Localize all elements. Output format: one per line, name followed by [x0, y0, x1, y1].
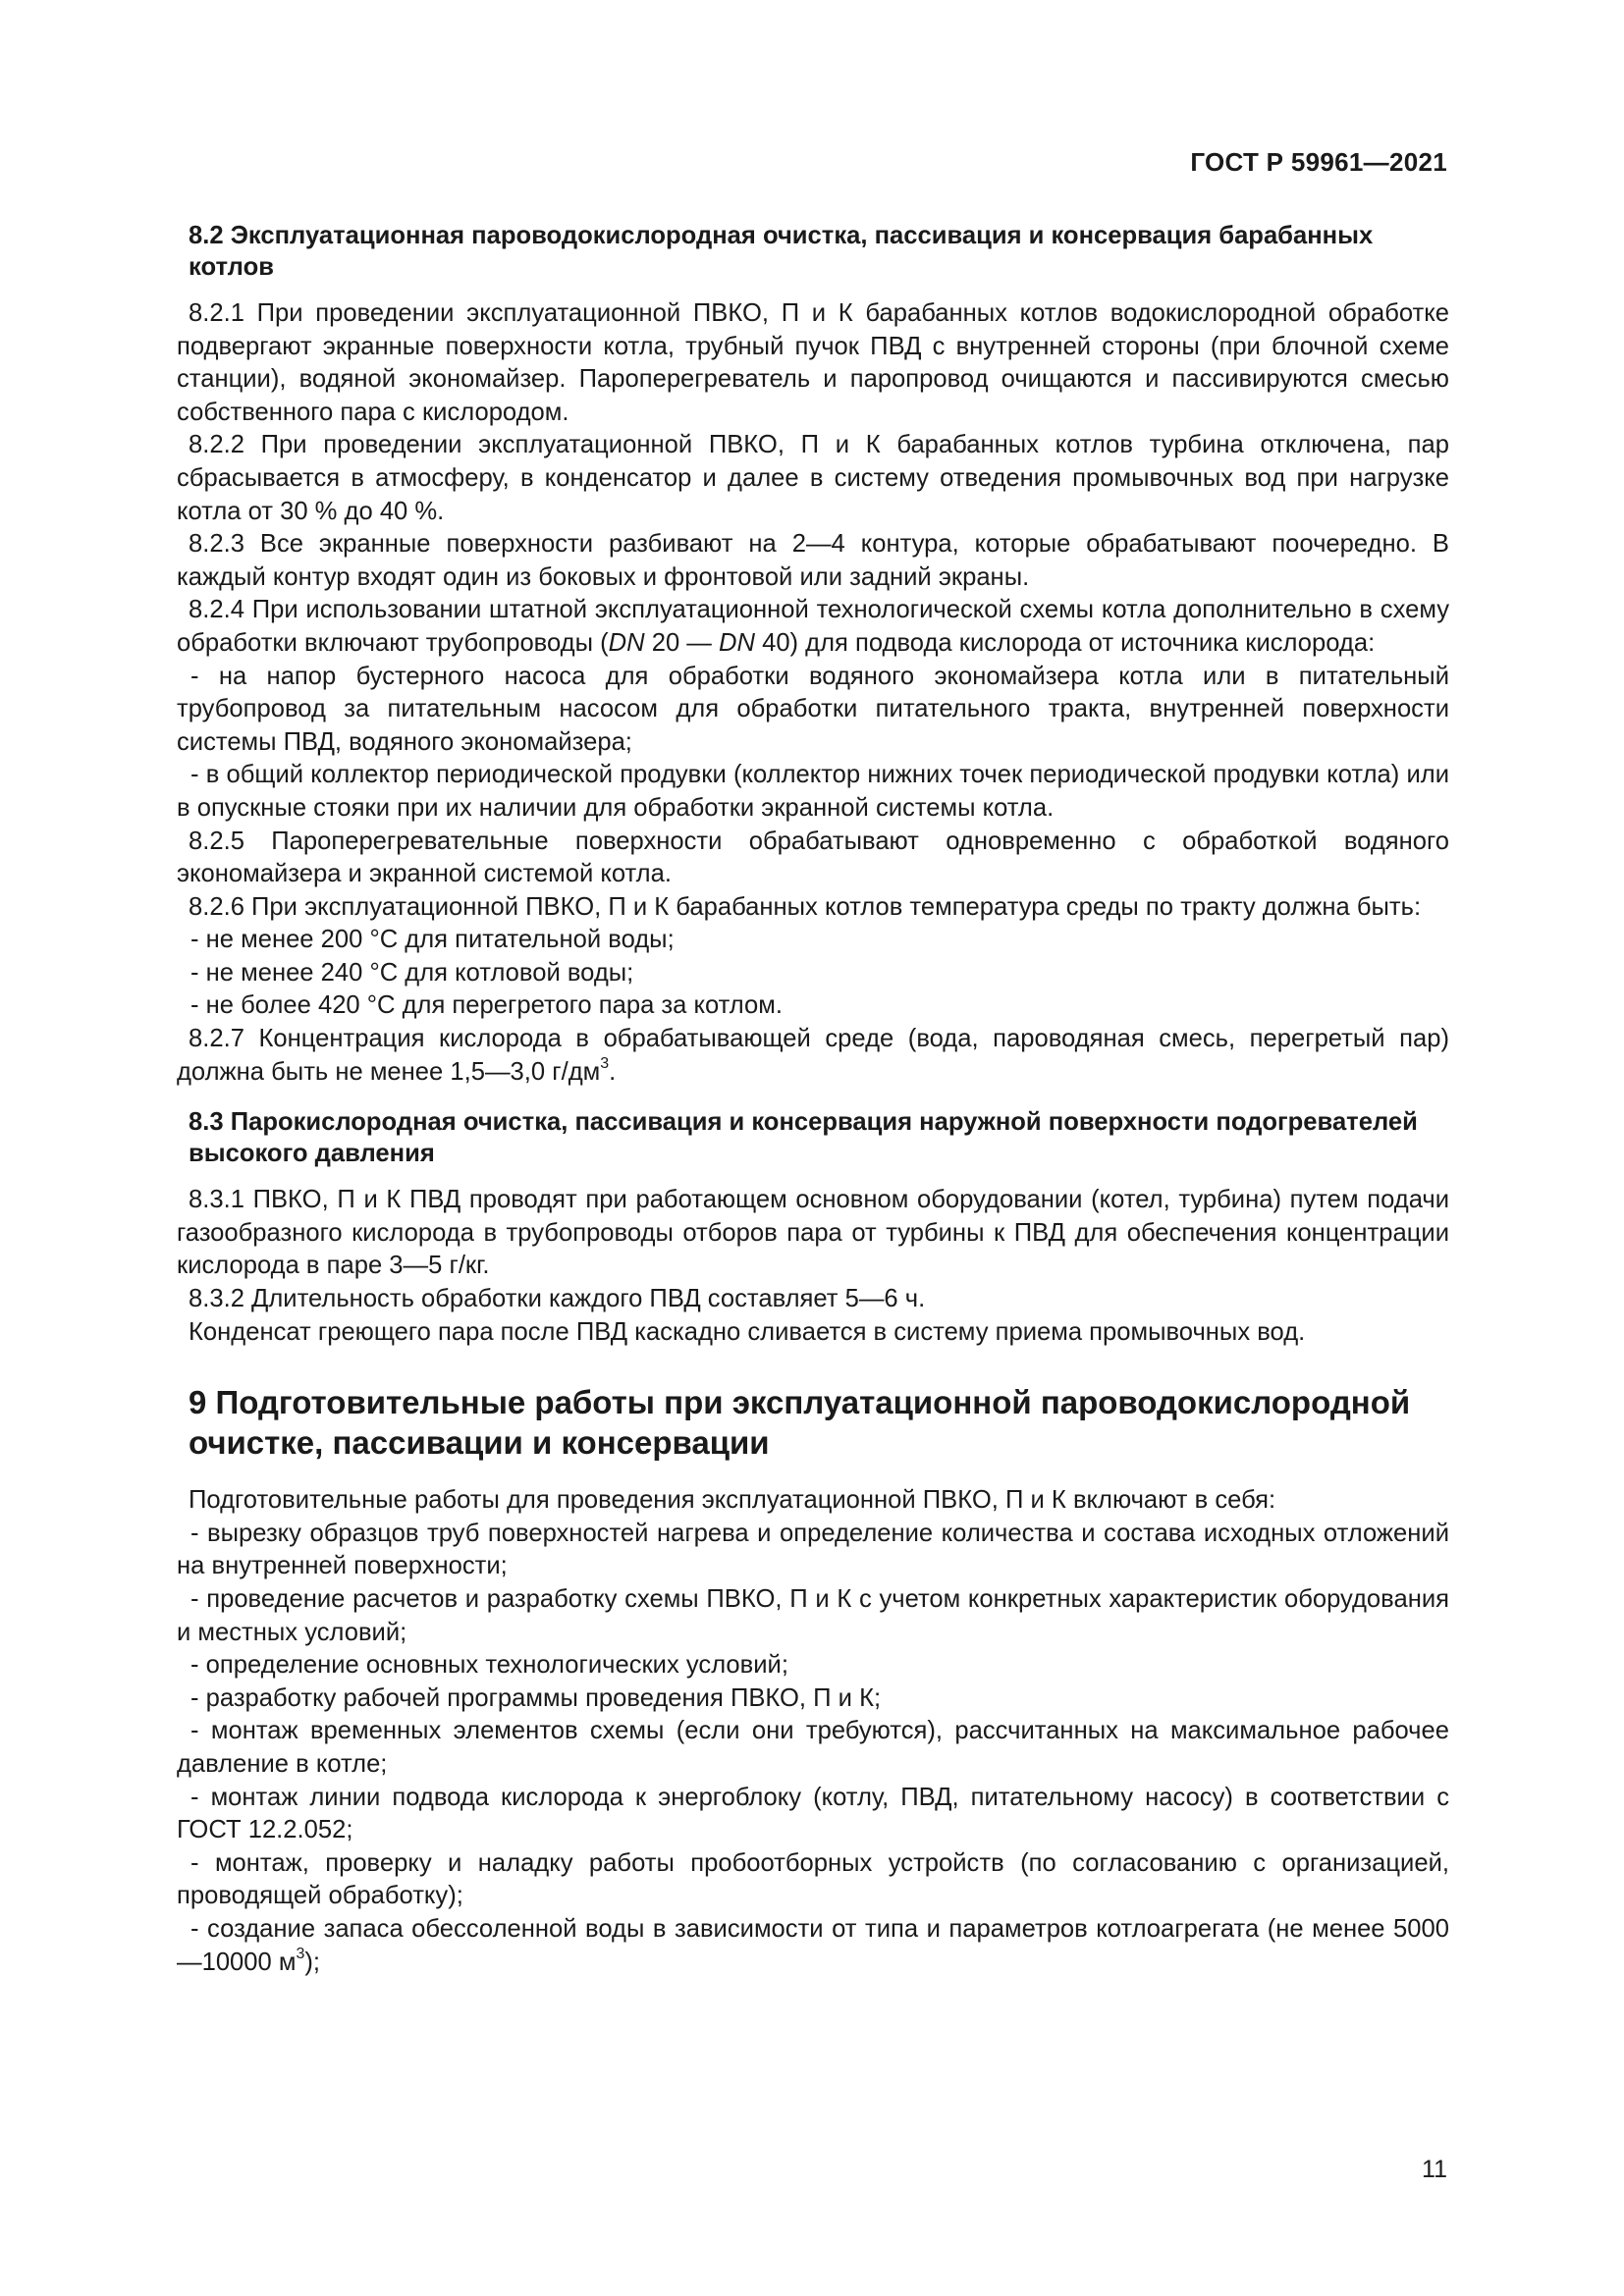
list-item-8-2-6-3: - не более 420 °С для перегретого пара за котлом.	[190, 991, 783, 1020]
paragraph-8-2-7-end: .	[609, 1057, 617, 1086]
section-8-2-heading: 8.2 Эксплуатационная пароводокислородная очистка, пассивация и консервация барабанных котлов	[189, 222, 1374, 281]
list-item-9-last-end: );	[304, 1948, 321, 1976]
dn-label-1: DN	[608, 628, 645, 657]
paragraph-9-intro: Подготовительные работы для проведения эксплуатационной ПВКО, П и К включают в себя:	[189, 1486, 1276, 1515]
list-item-9: - определение основных технологических условий;	[190, 1651, 788, 1680]
paragraph-8-2-1: 8.2.1 При проведении эксплуатационной ПВКО, П и К барабанных котлов водокислородной обработке подвергают экранные поверхности котла, трубный пучок ПВД с внутренней стороны (при блочной схеме станции), водяной экономайзер. Пароперегреватель и паропровод очищаются и пассивируются смесью собственного пара с кислородом.	[177, 299, 1449, 426]
list-item-9: - вырезку образцов труб поверхностей нагрева и определение количества и состава исходных отложений на внутренней поверхности;	[177, 1519, 1449, 1580]
paragraph-8-3-2: 8.3.2 Длительность обработки каждого ПВД составляет 5—6 ч.	[189, 1285, 926, 1313]
list-item-9: - разработку рабочей программы проведения ПВКО, П и К;	[190, 1683, 882, 1712]
paragraph-8-2-5: 8.2.5 Пароперегревательные поверхности обрабатывают одновременно с обработкой водяного экономайзера и экранной системой котла.	[177, 827, 1449, 888]
paragraph-8-2-4-text-a: 8.2.4 При использовании штатной эксплуатационной технологической схемы котла дополнительно в схему обработки включают трубопроводы (	[177, 596, 1449, 657]
section-9-heading: 9 Подготовительные работы при эксплуатационной пароводокислородной очистке, пассивации и консервации	[189, 1384, 1411, 1462]
list-item-9: - монтаж временных элементов схемы (если они требуются), рассчитанных на максимальное рабочее давление в котле;	[177, 1717, 1449, 1778]
list-item-9: - монтаж, проверку и наладку работы пробоотборных устройств (по согласованию с организацией, проводящей обработку);	[177, 1848, 1449, 1910]
paragraph-8-2-4-text-b: 20 —	[644, 628, 719, 657]
paragraph-8-3-1: 8.3.1 ПВКО, П и К ПВД проводят при работающем основном оборудовании (котел, турбина) путем подачи газообразного кислорода в трубопроводы отборов пара от турбины к ПВД для обеспечения концентрации кислорода в паре 3—5 г/кг.	[177, 1186, 1449, 1280]
superscript-cube: 3	[600, 1055, 610, 1073]
list-item-8-2-4-2: - в общий коллектор периодической продувки (коллектор нижних точек периодической продувки котла) или в опускные стояки при их наличии для обработки экранной системы котла.	[177, 761, 1449, 822]
section-8-3-heading: 8.3 Парокислородная очистка, пассивация и консервация наружной поверхности подогревателей высокого давления	[189, 1108, 1418, 1168]
document-id-header: ГОСТ Р 59961—2021	[1190, 147, 1447, 177]
superscript-cube: 3	[296, 1946, 305, 1962]
dn-label-2: DN	[719, 628, 755, 657]
list-item-9: - монтаж линии подвода кислорода к энергоблоку (котлу, ПВД, питательному насосу) в соответствии с ГОСТ 12.2.052;	[177, 1783, 1449, 1844]
list-item-9-last	[177, 1913, 1449, 1979]
paragraph-8-2-6: 8.2.6 При эксплуатационной ПВКО, П и К барабанных котлов температура среды по тракту должна быть:	[189, 892, 1422, 921]
list-item-8-2-6-1: - не менее 200 °С для питательной воды;	[190, 926, 675, 954]
list-item-9-last-text: - создание запаса обессоленной воды в зависимости от типа и параметров котлоагрегата (не менее 5000—10000 м	[177, 1914, 1449, 1976]
list-item-8-2-6-2: - не менее 240 °С для котловой воды;	[190, 958, 634, 987]
document-body	[177, 220, 1449, 1979]
paragraph-8-2-4	[177, 594, 1449, 660]
paragraph-8-2-7-text: 8.2.7 Концентрация кислорода в обрабатывающей среде (вода, пароводяная смесь, перегретый пар) должна быть не менее 1,5—3,0 г/дм	[177, 1025, 1449, 1086]
paragraph-8-2-2: 8.2.2 При проведении эксплуатационной ПВКО, П и К барабанных котлов турбина отключена, пар сбрасывается в атмосферу, в конденсатор и далее в систему отведения промывочных вод при нагрузке котла от 30 % до 40 %.	[177, 431, 1449, 525]
paragraph-8-2-3: 8.2.3 Все экранные поверхности разбивают на 2—4 контура, которые обрабатывают поочередно. В каждый контур входят один из боковых и фронтовой или задний экраны.	[177, 530, 1449, 591]
list-item-9: - проведение расчетов и разработку схемы ПВКО, П и К с учетом конкретных характеристик оборудования и местных условий;	[177, 1585, 1449, 1646]
paragraph-8-2-4-text-c: 40) для подвода кислорода от источника кислорода:	[754, 628, 1376, 657]
page-number: 11	[1422, 2156, 1447, 2183]
list-item-8-2-4-1: - на напор бустерного насоса для обработки водяного экономайзера котла или в питательный трубопровод за питательным насосом для обработки питательного тракта, внутренней поверхности системы ПВД, водяного экономайзера;	[177, 662, 1449, 756]
paragraph-8-2-7	[177, 1023, 1449, 1089]
paragraph-8-3-note: Конденсат греющего пара после ПВД каскадно сливается в систему приема промывочных вод.	[189, 1317, 1306, 1346]
